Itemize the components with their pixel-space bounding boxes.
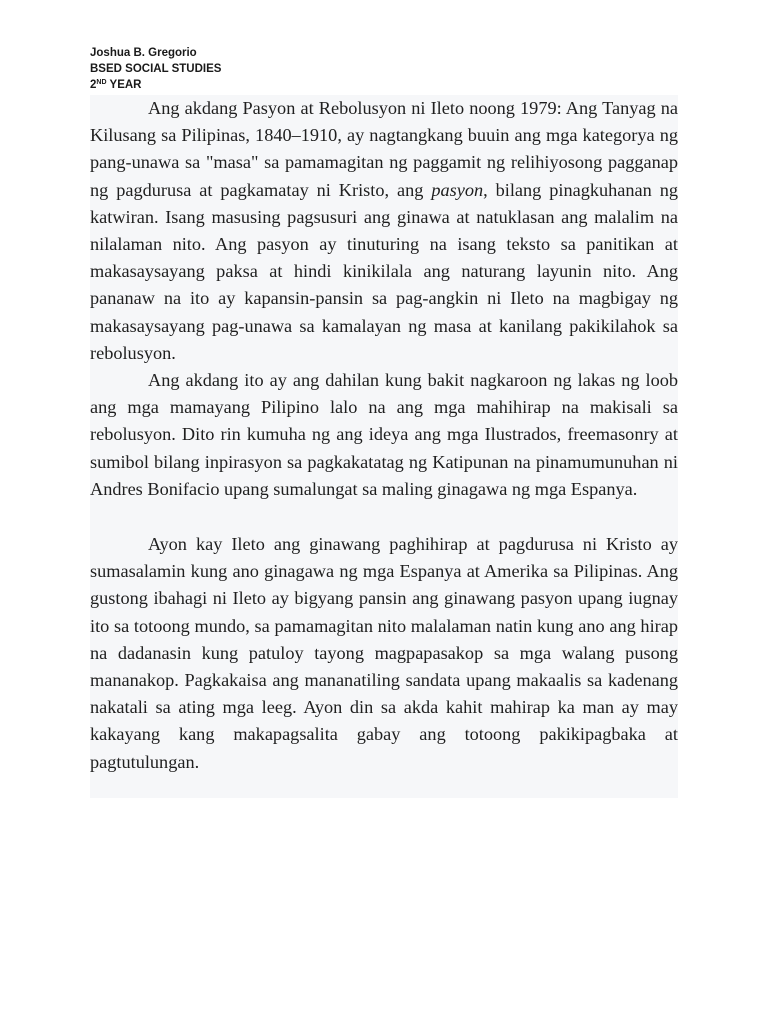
paragraph-1-text-start: Ang akdang Pasyon at Rebolusyon ni Ileto noong 1979: Ang Tanyag na Kilusang sa Pilipinas, 1840–1910, ay nagtangkang buuin ang mga kategorya ng pang-unawa sa "masa" sa pamamagitan ng paggamit ng relihiyosong pagganap ng pagdurusa at pagkamatay ni Kristo, ang — [90, 98, 678, 200]
author-name: Joshua B. Gregorio — [90, 47, 197, 59]
year-level — [90, 77, 221, 93]
paragraph-2: Ang akdang ito ay ang dahilan kung bakit nagkaroon ng lakas ng loob ang mga mamayang Pilipino lalo na ang mga mahihirap na makisali sa rebolusyon. Dito rin kumuha ng ang ideya ang mga Ilustrados, freemasonry at sumibol bilang inpirasyon sa pagkakatatag ng Katipunan na pinamumunuhan ni Andres Bonifacio upang sumalungat sa maling ginagawa ng mga Espanya. — [90, 370, 678, 499]
year-word: YEAR — [106, 79, 142, 91]
paragraph-3: Ayon kay Ileto ang ginawang paghihirap at pagdurusa ni Kristo ay sumasalamin kung ano ginagawa ng mga Espanya at Amerika sa Pilipinas. Ang gustong ibahagi ni Ileto ay bigyang pansin ang ginawang pasyon upang iugnay ito sa totoong mundo, sa pamamagitan nito malalaman natin kung ano ang hirap na dadanasin kung patuloy tayong magpapasakop sa mga walang pusong mananakop. Pagkakaisa ang mananatiling sandata upang makaalis sa kadenang nakatali sa ating mga leeg. Ayon din sa akda kahit mahirap ka man ay may kakayang kang makapagsalita gabay ang totoong pakikipagbaka at pagtutulungan. — [90, 534, 678, 772]
year-number: 2 — [90, 79, 97, 91]
paragraph-1-italic-term: pasyon — [431, 179, 484, 200]
paragraph-1-text-end: , bilang pinagkuhanan ng katwiran. Isang masusing pagsusuri ang ginawa at natuklasan ang malalim na nilalaman nito. Ang pasyon ay tinuturing na isang teksto sa panitikan at makasaysayang paksa at hindi kinikilala ang naturang layunin nito. Ang pananaw na ito ay kapansin-pansin sa pag-angkin ni Ileto na magbigay ng makasaysayang pag-unawa sa kamalayan ng masa at kanilang pakikilahok sa rebolusyon. — [90, 179, 678, 363]
paragraph-1 — [90, 95, 678, 367]
year-suffix: ND — [96, 79, 107, 86]
essay-body — [90, 95, 678, 798]
course-label: BSED SOCIAL STUDIES — [90, 63, 222, 75]
document-header — [90, 45, 221, 93]
